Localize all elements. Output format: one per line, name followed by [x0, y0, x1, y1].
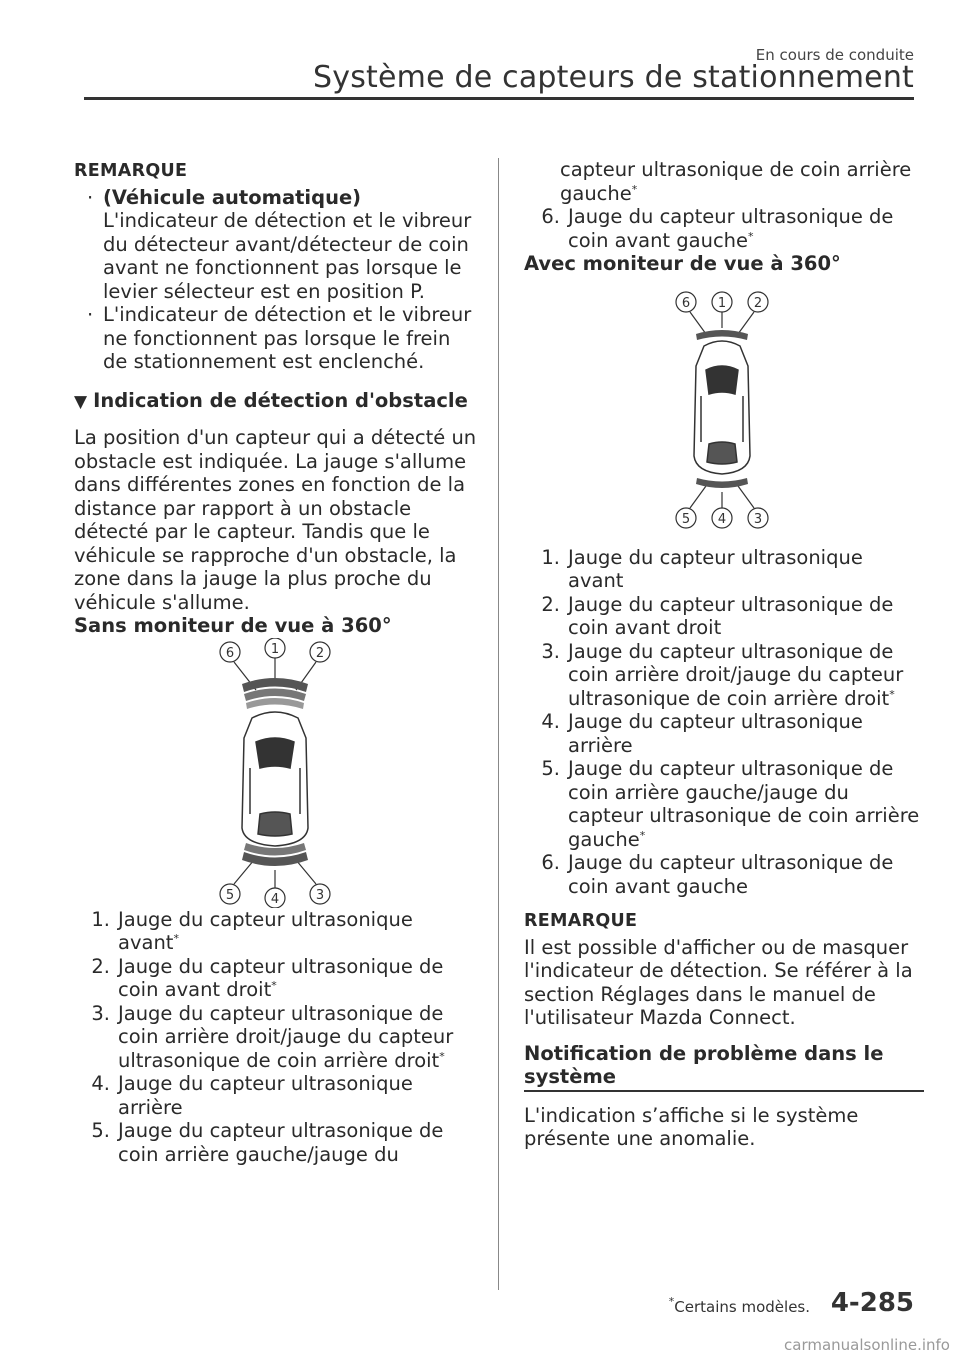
list-item: 2. Jauge du capteur ultrasonique de coin avant droit* [91, 954, 444, 1001]
gauge-list-left [74, 908, 478, 1167]
problem-heading-wrap [524, 1042, 924, 1092]
front-gauge [242, 678, 308, 709]
label-5: 5 [681, 511, 691, 527]
triangle-icon: ▼ [74, 391, 88, 412]
bullet-dot: · [87, 185, 94, 209]
list-item: 2. Jauge du capteur ultrasonique de coin avant droit [541, 592, 894, 639]
label-5: 5 [225, 887, 235, 903]
note-title: REMARQUE [74, 161, 188, 181]
label-6: 6 [681, 295, 691, 311]
list-item: 4. Jauge du capteur ultrasonique arrière [541, 710, 863, 757]
bullet-dot: · [87, 303, 94, 326]
list-item: 5. Jauge du capteur ultrasonique de coin arrière gauche/jauge du [91, 1119, 444, 1166]
header-rule [84, 97, 914, 100]
label-2: 2 [753, 295, 763, 311]
problem-heading: Notification de problème dans le système [524, 1042, 924, 1092]
column-divider [498, 158, 499, 1290]
problem-paragraph: L'indication s’affiche si le système présente une anomalie. [524, 1103, 859, 1150]
label-1: 1 [270, 641, 280, 657]
subheading-without-360: Sans moniteur de vue à 360° [74, 614, 392, 637]
sensor-diagram-with-360 [524, 276, 924, 546]
label-4: 4 [717, 511, 727, 527]
list-item: 6. Jauge du capteur ultrasonique de coin avant gauche [541, 851, 894, 898]
list-item: 1. Jauge du capteur ultrasonique avant* [91, 907, 413, 954]
note-bullet-bold: (Véhicule automatique) [103, 185, 362, 209]
label-1: 1 [717, 295, 727, 311]
sensor-diagram-without-360 [74, 638, 478, 908]
watermark: carmanualsonline.info [784, 1336, 950, 1354]
body-paragraph: La position d'un capteur qui a détecté un obstacle est indiquée. La jauge s'allume dans différentes zones en fonction de la distance par rapport à un obstacle détecté par le capteur. Tandis que le véhicule se rapproche d'un obstacle, la zone dans la jauge la plus proche du véhicule s'allume. [74, 426, 477, 614]
label-3: 3 [753, 511, 763, 527]
note-bullet-2 [74, 303, 478, 374]
right-column [524, 158, 924, 1151]
rear-gauge [696, 478, 748, 488]
car-top-view [694, 341, 750, 474]
note-bullet-text: L'indicateur de détection et le vibreur ne fonctionnent pas lorsque le frein de stationnement est enclenché. [103, 303, 472, 373]
label-6: 6 [225, 645, 235, 661]
note-bullet-1 [74, 186, 478, 304]
list-item: 1. Jauge du capteur ultrasonique avant [541, 545, 863, 592]
left-column [74, 160, 478, 1166]
continued-text: capteur ultrasonique de coin arrière gauche* [560, 158, 912, 205]
note-text: Il est possible d'afficher ou de masquer l'indicateur de détection. Se référer à la section Réglages dans le manuel de l'utilisateur Mazda Connect. [524, 935, 913, 1029]
list-item: 3. Jauge du capteur ultrasonique de coin arrière droit/jauge du capteur ultrasonique de coin arrière droit* [91, 1001, 454, 1072]
subheading-with-360: Avec moniteur de vue à 360° [524, 252, 841, 275]
header-section: En cours de conduite [755, 46, 914, 64]
section-heading [74, 389, 478, 415]
gauge-list-right [524, 546, 924, 899]
label-2: 2 [315, 645, 325, 661]
note-bullet-text: L'indicateur de détection et le vibreur du détecteur avant/détecteur de coin avant ne fonctionnent pas lorsque le levier sélecteur est en position P. [103, 209, 472, 303]
list-item: 6. Jauge du capteur ultrasonique de coin avant gauche* [541, 205, 894, 252]
label-4: 4 [270, 891, 280, 907]
section-heading-text: Indication de détection d'obstacle [93, 388, 468, 412]
list-item: 4. Jauge du capteur ultrasonique arrière [91, 1072, 413, 1119]
page-number: 4-285 [830, 1288, 914, 1318]
footer-note: *Certains modèles. [668, 1295, 810, 1316]
gauge-list-continued [524, 205, 924, 252]
list-item: 3. Jauge du capteur ultrasonique de coin arrière droit/jauge du capteur ultrasonique de coin arrière droit* [541, 639, 904, 710]
note-title-2: REMARQUE [524, 911, 638, 931]
list-item: 5. Jauge du capteur ultrasonique de coin arrière gauche/jauge du capteur ultrasonique de coin arrière gauche* [541, 757, 920, 851]
page-title: Système de capteurs de stationnement [313, 60, 914, 95]
car-top-view [242, 712, 308, 846]
label-3: 3 [315, 887, 325, 903]
